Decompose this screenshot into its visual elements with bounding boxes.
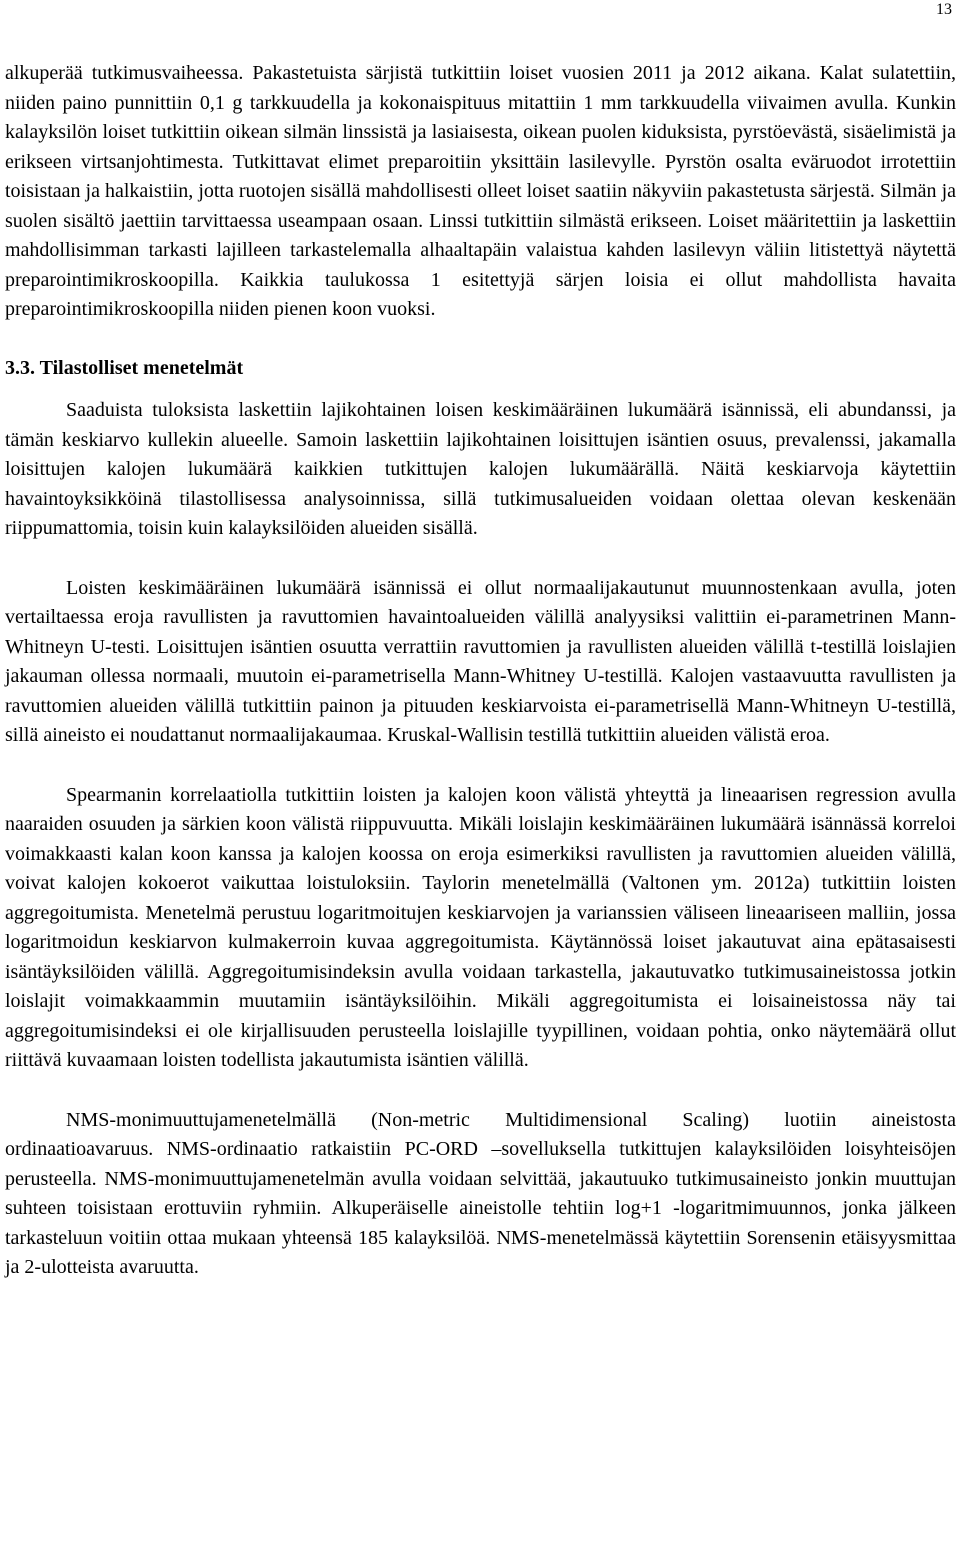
paragraph-abundance: Saaduista tuloksista laskettiin lajikohtainen loisen keskimääräinen lukumäärä isännissä, eli abundanssi, ja tämän keskiarvo kullekin alueelle. Samoin laskettiin lajikohtainen loisittujen isäntien osuus, prevalenssi, jakamalla loisittujen kalojen lukumäärä kaikkien tutkittujen kalojen lukumäärällä. Näitä keskiarvoja käytettiin havaintoyksikköinä tilastollisessa analysoinnissa, sillä tutkimusalueiden voidaan olettaa olevan keskenään riippumattomia, toisin kuin kalayksilöiden alueiden sisällä. bbox=[5, 399, 956, 539]
paragraph-nms: NMS-monimuuttujamenetelmällä (Non-metric Multidimensional Scaling) luotiin aineistosta ordinaatioavaruus. NMS-ordinaatio ratkaistiin PC-ORD –sovelluksella tutkittujen kalayksilöiden loisyhteisöjen perusteella. NMS-monimuuttujamenetelmän avulla voidaan selvittää, jakautuuko tutkimusaineisto jonkin muuttujan suhteen toisistaan erottuviin ryhmiin. Alkuperäiselle aineistolle tehtiin log+1 -logaritmimuunnos, jonka jälkeen tarkasteluun voitiin ottaa mukaan yhteensä 185 kalayksilöä. NMS-menetelmässä käytettiin Sorensenin etäisyysmittaa ja 2-ulotteista avaruutta. bbox=[5, 1108, 956, 1278]
spacer bbox=[5, 325, 956, 354]
paragraph-correlation: Spearmanin korrelaatiolla tutkittiin loisten ja kalojen koon välistä yhteyttä ja lineaarisen regression avulla naaraiden osuuden ja särkien koon välistä riippuvuutta. Mikäli loislajin keskimääräinen lukumäärä isännässä korreloi voimakkaasti kalan koon kanssa ja kalojen koossa on eroja esimerkiksi ravullisten ja ravuttomien alueiden välillä, voivat kalojen kokoerot vaikuttaa loistuloksiin. Taylorin menetelmällä (Valtonen ym. 2012a) tutkittiin loisten aggregoitumista. Menetelmä perustuu logaritmoitujen keskiarvojen ja varianssien väliseen lineaariseen malliin, jossa logaritmoidun keskiarvon kulmakerroin kuvaa aggregoitumista. Käytännössä loiset jakautuvat aina epätasaisesti isäntäyksilöiden välillä. Aggregoitumisindeksin avulla voidaan tarkastella, jakautuvatko tutkimusaineistossa jotkin loislajit voimakkaammin muutamiin isäntäyksilöihin. Mikäli aggregoitumista ei loisaineistossa näy tai aggregoitumisindeksi ei ole kirjallisuuden perusteella loislajille tyypillinen, voidaan pohtia, onko näytemäärä ollut riittävä kuvaamaan loisten todellista jakautumista isäntien välillä. bbox=[5, 783, 956, 1071]
spacer bbox=[5, 1076, 956, 1106]
spacer bbox=[5, 383, 956, 396]
page-number: 13 bbox=[936, 1, 952, 18]
paragraph-sample-processing: alkuperää tutkimusvaiheessa. Pakastetuista särjistä tutkittiin loiset vuosien 2011 ja 2012 aikana. Kalat sulatettiin, niiden paino punnittiin 0,1 g tarkkuudella ja kokonaispituus mitattiin 1 mm tarkkuudella viivaimen avulla. Kunkin kalayksilön loiset tutkittiin oikean silmän linssistä ja lasiaisesta, oikean puolen kiduksista, pyrstöevästä, sisäelimistä ja erikseen virtsanjohtimesta. Tutkittavat elimet preparoitiin yksittäin lasilevylle. Pyrstön osalta eväruodot irrotettiin toisistaan ja halkaistiin, jotta ruotojen sisällä mahdollisesti olleet loiset saatiin näkyviin pakastetusta särjestä. Silmän ja suolen sisältö jaettiin tarvittaessa useampaan osaan. Linssi tutkittiin silmästä erikseen. Loiset määritettiin ja laskettiin mahdollisimman tarkasti lajilleen tarkastelemalla alhaaltapäin valaistua kahden lasilevyn väliin litistettyä näytettä preparointimikroskoopilla. Kaikkia taulukossa 1 esitettyjä särjen loisia ei ollut mahdollista havaita preparointimikroskoopilla niiden pienen koon vuoksi. bbox=[5, 62, 956, 320]
section-heading: 3.3. Tilastolliset menetelmät bbox=[5, 356, 244, 379]
paragraph-statistical-tests: Loisten keskimääräinen lukumäärä isännissä ei ollut normaalijakautunut muunnostenkaan avulla, joten vertailtaessa eroja ravullisten ja ravuttomien havaintoalueiden välillä analyysiksi valittiin ei-parametrinen Mann-Whitneyn U-testi. Loisittujen isäntien osuutta verrattiin ravuttomien ja ravullisten alueiden välillä t-testillä loislajien jakauman ollessa normaali, muutoin ei-parametrisella Mann-Whitney U-testillä. Kalojen vastaavuutta ravullisten ja ravuttomien alueiden välillä tutkittiin painon ja pituuden keskiarvoista ei-parametrisellä Mann-Whitneyn U-testillä, sillä aineisto ei noudattanut normaalijakaumaa. Kruskal-Wallisin testillä tutkittiin alueiden välistä eroa. bbox=[5, 576, 956, 746]
spacer bbox=[5, 751, 956, 781]
document-body bbox=[5, 59, 956, 1283]
spacer bbox=[5, 544, 956, 574]
